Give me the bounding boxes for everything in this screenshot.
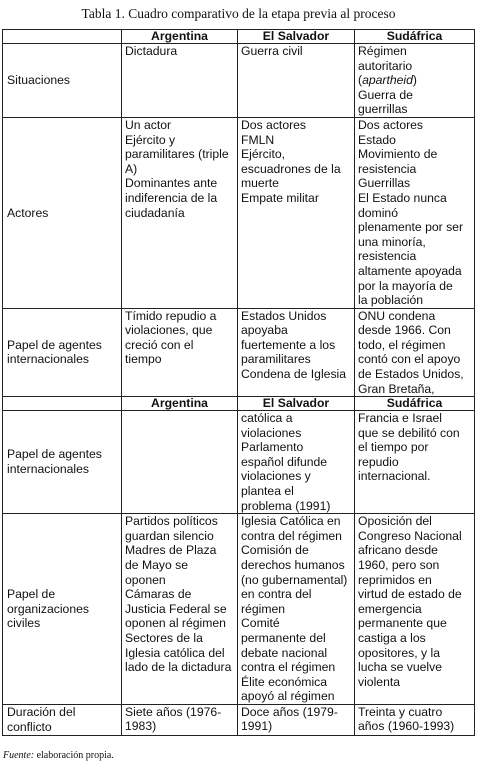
cell-line: Estados Unidos	[241, 308, 327, 323]
cell-line: lado de la dictadura	[125, 660, 232, 675]
cell-line: tiempo	[125, 352, 162, 367]
cell-civiles-salvador	[238, 514, 355, 705]
footnote-text: elaboración propia.	[34, 750, 114, 761]
cell-line: (apartheid)	[358, 73, 417, 88]
cell-line: todo, el régimen	[358, 337, 446, 352]
footnote-label: Fuente:	[3, 750, 35, 761]
header-sudafrica: Sudáfrica	[355, 397, 475, 411]
header-el-salvador: El Salvador	[238, 397, 355, 411]
cell-duracion-salvador	[238, 704, 355, 735]
cell-internacionales-salvador	[238, 308, 355, 397]
cell-line: castiga a los	[358, 630, 426, 645]
cell-line: opositores, y la	[358, 645, 440, 660]
cell-line: guardan silencio	[125, 528, 214, 543]
cell-line: 1983)	[125, 719, 157, 734]
cell-line: Madres de Plaza	[125, 543, 217, 558]
cell-line: Congreso Nacional	[358, 528, 462, 543]
cell-line: apoyó al régimen	[241, 689, 335, 704]
cell-line: católica a	[241, 411, 293, 425]
cell-line: Francia e Israel	[358, 411, 442, 425]
cell-line: oponen al régimen	[125, 616, 226, 631]
cell-line: Ejército y	[125, 132, 176, 147]
cell-line: Guerrillas	[358, 176, 411, 191]
row-label-organizaciones-civiles: Papel de organizaciones civiles	[3, 514, 122, 705]
cell-line: indiferencia de la	[125, 190, 218, 205]
cell-internacionales-salvador	[238, 411, 355, 514]
cell-line: altamente apoyada	[358, 263, 462, 278]
cell-line: Iglesia Católica en	[241, 514, 341, 529]
cell-situaciones-argentina	[122, 44, 238, 118]
cell-line: Comisión de	[241, 543, 309, 558]
cell-line: A)	[125, 161, 138, 176]
cell-line: repudio	[358, 454, 399, 469]
cell-line: Dictadura	[125, 44, 178, 58]
header-row	[3, 397, 475, 411]
cell-line: emergencia	[358, 601, 422, 616]
cell-line: contó con el apoyo	[358, 352, 461, 367]
cell-line: africano desde	[358, 543, 438, 558]
cell-line: contra del régimen	[241, 528, 342, 543]
cell-line: permanente que	[358, 616, 447, 631]
cell-line: El Estado nunca	[358, 190, 447, 205]
cell-line: permanente del	[241, 630, 326, 645]
cell-line: Parlamento	[241, 440, 304, 455]
cell-line: que se debilitó con	[358, 425, 460, 440]
row-situaciones	[3, 44, 475, 118]
cell-line: Partidos políticos	[125, 514, 218, 529]
row-actores	[3, 117, 475, 308]
cell-line: Siete años (1976-	[125, 704, 222, 719]
cell-line: Dos actores	[241, 117, 307, 132]
cell-civiles-argentina	[122, 514, 238, 705]
row-label-actores: Actores	[3, 117, 122, 308]
cell-duracion-argentina	[122, 704, 238, 735]
header-empty	[3, 30, 122, 44]
table-caption: Tabla 1. Cuadro comparativo de la etapa previa al proceso	[81, 6, 396, 21]
cell-line: Guerra civil	[241, 44, 303, 58]
cell-line: de Estados Unidos,	[358, 367, 464, 382]
cell-line: debate nacional	[241, 645, 328, 660]
cell-line: apoyaba	[241, 323, 288, 338]
cell-line: lucha se vuelve	[358, 660, 443, 675]
cell-line: Élite económica	[241, 674, 328, 689]
cell-line: Ejército,	[241, 147, 286, 162]
cell-line: resistencia	[358, 161, 417, 176]
header-el-salvador: El Salvador	[238, 30, 355, 44]
cell-line: autoritario	[358, 58, 413, 73]
cell-line: Justicia Federal se	[125, 601, 227, 616]
row-organizaciones-civiles	[3, 514, 475, 705]
cell-line: violaciones	[241, 425, 302, 440]
cell-internacionales-argentina	[122, 308, 238, 397]
cell-line: dominó	[358, 205, 398, 220]
cell-line: contra el régimen	[241, 660, 336, 675]
cell-internacionales-sudafrica	[355, 308, 475, 397]
cell-line: fuertemente a los	[241, 337, 336, 352]
row-label-situaciones: Situaciones	[3, 44, 122, 118]
row-duracion	[3, 704, 475, 735]
cell-line: virtud de estado de	[358, 587, 462, 602]
cell-line: plenamente por ser	[358, 220, 464, 235]
cell-situaciones-sudafrica	[355, 44, 475, 118]
row-label-agentes-internacionales: Papel de agentes internacionales	[3, 411, 122, 514]
cell-line: problema (1991)	[241, 498, 331, 513]
cell-line: Doce años (1979-	[241, 704, 338, 719]
cell-line: en contra del	[241, 587, 312, 602]
cell-line: paramilitares	[241, 352, 311, 367]
cell-line: Oposición del	[358, 514, 432, 529]
cell-line: Iglesia católica del	[125, 645, 225, 660]
cell-line: 1960, pero son	[358, 557, 440, 572]
cell-line: Un actor	[125, 117, 172, 132]
cell-line: paramilitares (triple	[125, 147, 229, 162]
cell-line: 1991)	[241, 719, 273, 734]
cell-line: ONU condena	[358, 308, 436, 323]
source-footnote	[3, 750, 114, 761]
cell-line: régimen	[241, 601, 286, 616]
cell-line: Cámaras de	[125, 587, 192, 602]
cell-line: ciudadanía	[125, 205, 185, 220]
cell-line: Guerra de	[358, 87, 413, 102]
cell-line: internacional.	[358, 469, 431, 484]
cell-line: violaciones, que	[125, 323, 213, 338]
cell-line: Movimiento de	[358, 147, 438, 162]
row-label-agentes-internacionales: Papel de agentes internacionales	[3, 308, 122, 397]
cell-line: plantea el	[241, 483, 294, 498]
cell-situaciones-salvador	[238, 44, 355, 118]
cell-internacionales-argentina	[122, 411, 238, 514]
cell-line: Condena de Iglesia	[241, 367, 347, 382]
cell-line: Empate militar	[241, 190, 319, 205]
row-agentes-internacionales-cont	[3, 411, 475, 514]
cell-actores-sudafrica	[355, 117, 475, 308]
cell-line: la población	[358, 293, 424, 308]
cell-line: Comité	[241, 616, 280, 631]
cell-actores-salvador	[238, 117, 355, 308]
header-row	[3, 30, 475, 44]
cell-line: años (1960-1993)	[358, 719, 455, 734]
cell-line: FMLN	[241, 132, 275, 147]
cell-line: el tiempo por	[358, 440, 429, 455]
cell-line: oponen	[125, 572, 166, 587]
cell-line: reprimidos en	[358, 572, 432, 587]
cell-line: desde 1966. Con	[358, 323, 451, 338]
cell-line: Dos actores	[358, 117, 424, 132]
header-empty	[3, 397, 122, 411]
cell-line: una minoría,	[358, 234, 426, 249]
cell-line: por la mayoría de	[358, 278, 453, 293]
row-label-duracion: Duración del conflicto	[3, 704, 122, 735]
cell-line: violaciones y	[241, 469, 311, 484]
cell-line: español difunde	[241, 454, 328, 469]
comparison-table-part-1	[2, 29, 475, 397]
cell-line: violenta	[358, 674, 401, 689]
cell-civiles-sudafrica	[355, 514, 475, 705]
cell-line: creció con el	[125, 337, 194, 352]
cell-line: de Mayo se	[125, 557, 189, 572]
header-argentina: Argentina	[122, 397, 238, 411]
cell-line: Estado	[358, 132, 396, 147]
cell-line: escuadrones de la	[241, 161, 341, 176]
header-sudafrica: Sudáfrica	[355, 30, 475, 44]
cell-line: muerte	[241, 176, 279, 191]
cell-line: Gran Bretaña,	[358, 381, 435, 396]
cell-line: resistencia	[358, 249, 417, 264]
cell-line: Sectores de la	[125, 630, 203, 645]
cell-duracion-sudafrica	[355, 704, 475, 735]
cell-line: Dominantes ante	[125, 176, 218, 191]
comparison-table-part-2	[2, 396, 475, 736]
cell-line: Tímido repudio a	[125, 308, 217, 323]
cell-actores-argentina	[122, 117, 238, 308]
cell-line: Treinta y cuatro	[358, 704, 443, 719]
cell-line: guerrillas	[358, 102, 408, 117]
row-agentes-internacionales	[3, 308, 475, 397]
cell-line: Régimen	[358, 44, 407, 58]
cell-line: derechos humanos	[241, 557, 345, 572]
cell-internacionales-sudafrica	[355, 411, 475, 514]
cell-line: (no gubernamental)	[241, 572, 348, 587]
header-argentina: Argentina	[122, 30, 238, 44]
